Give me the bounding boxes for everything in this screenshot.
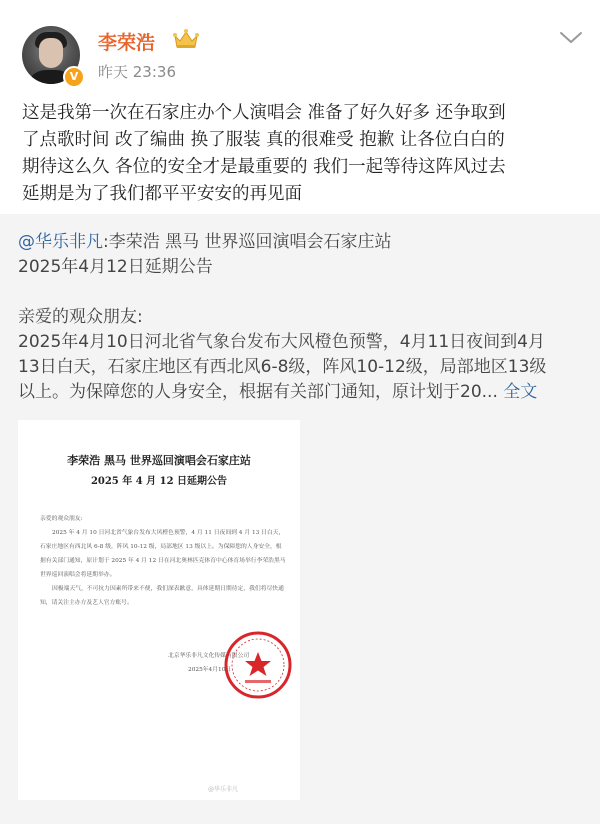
repost-body-line: 13日白天，石家庄地区有西北风6-8级，阵风10-12级，局部地区13级	[18, 357, 547, 377]
post-header	[0, 0, 600, 92]
document-subtitle: 2025 年 4 月 12 日延期公告	[90, 476, 228, 487]
verified-badge-icon: V	[63, 66, 85, 88]
image-watermark: @华乐非凡	[208, 786, 239, 793]
document-sign-date: 2025年4月10日	[188, 667, 232, 673]
repost-date-line: 2025年4月12日延期公告	[18, 257, 213, 277]
post-line: 这是我第一次在石家庄办个人演唱会 准备了好久好多 还争取到	[22, 103, 506, 123]
chevron-down-icon[interactable]	[558, 30, 584, 46]
mention-link[interactable]: @华乐非凡	[18, 232, 103, 252]
full-text-link[interactable]: 全文	[503, 382, 538, 402]
document-paragraph: 2025 年 4 月 10 日河北省气象台发布大风橙色预警，4 月 11 日夜间到 4 月 13 日白天，石家庄地区有西北风 6-8 级，阵风 10-12 级，局部地区 13 级以上。为保障您的人身安全，根据有关部门通知，原计划于 2025 年 4 月 12 日在河北奥林匹克体育中心体育场举行李荣浩黑马世界巡回演唱会将延期举办。	[40, 530, 286, 578]
repost-greeting: 亲爱的观众朋友:	[18, 307, 143, 327]
repost-body-line: 以上。为保障您的人身安全，根据有关部门通知，原计划于20...	[18, 382, 498, 402]
repost-headline: :李荣浩 黑马 世界巡回演唱会石家庄站	[103, 232, 392, 252]
document-body	[40, 512, 286, 610]
red-seal-stamp-icon	[223, 630, 293, 700]
crown-badge-icon[interactable]	[172, 28, 200, 50]
document-greeting: 亲爱的观众朋友:	[40, 516, 83, 522]
username[interactable]: 李荣浩	[98, 32, 156, 54]
document-signature: 北京华乐非凡文化传媒有限公司	[168, 653, 250, 659]
document-paragraph: 因极端天气，不可抗力因素所带来不便，我们深表歉意，具体延期日期待定，我们将尽快通知，请关注主办方及艺人官方账号。	[40, 586, 284, 606]
repost-text	[18, 230, 588, 405]
post-text	[22, 100, 587, 208]
post-line: 延期是为了我们都平平安安的再见面	[22, 184, 302, 204]
post-time: 昨天 23:36	[98, 63, 176, 81]
announcement-image[interactable]	[18, 420, 300, 800]
document-title: 李荣浩 黑马 世界巡回演唱会石家庄站	[67, 454, 251, 467]
post-line: 期待这么久 各位的安全才是最重要的 我们一起等待这阵风过去	[22, 157, 506, 177]
repost-body-line: 2025年4月10日河北省气象台发布大风橙色预警，4月11日夜间到4月	[18, 332, 545, 352]
post-line: 了点歌时间 改了编曲 换了服装 真的很难受 抱歉 让各位白白的	[22, 130, 505, 150]
